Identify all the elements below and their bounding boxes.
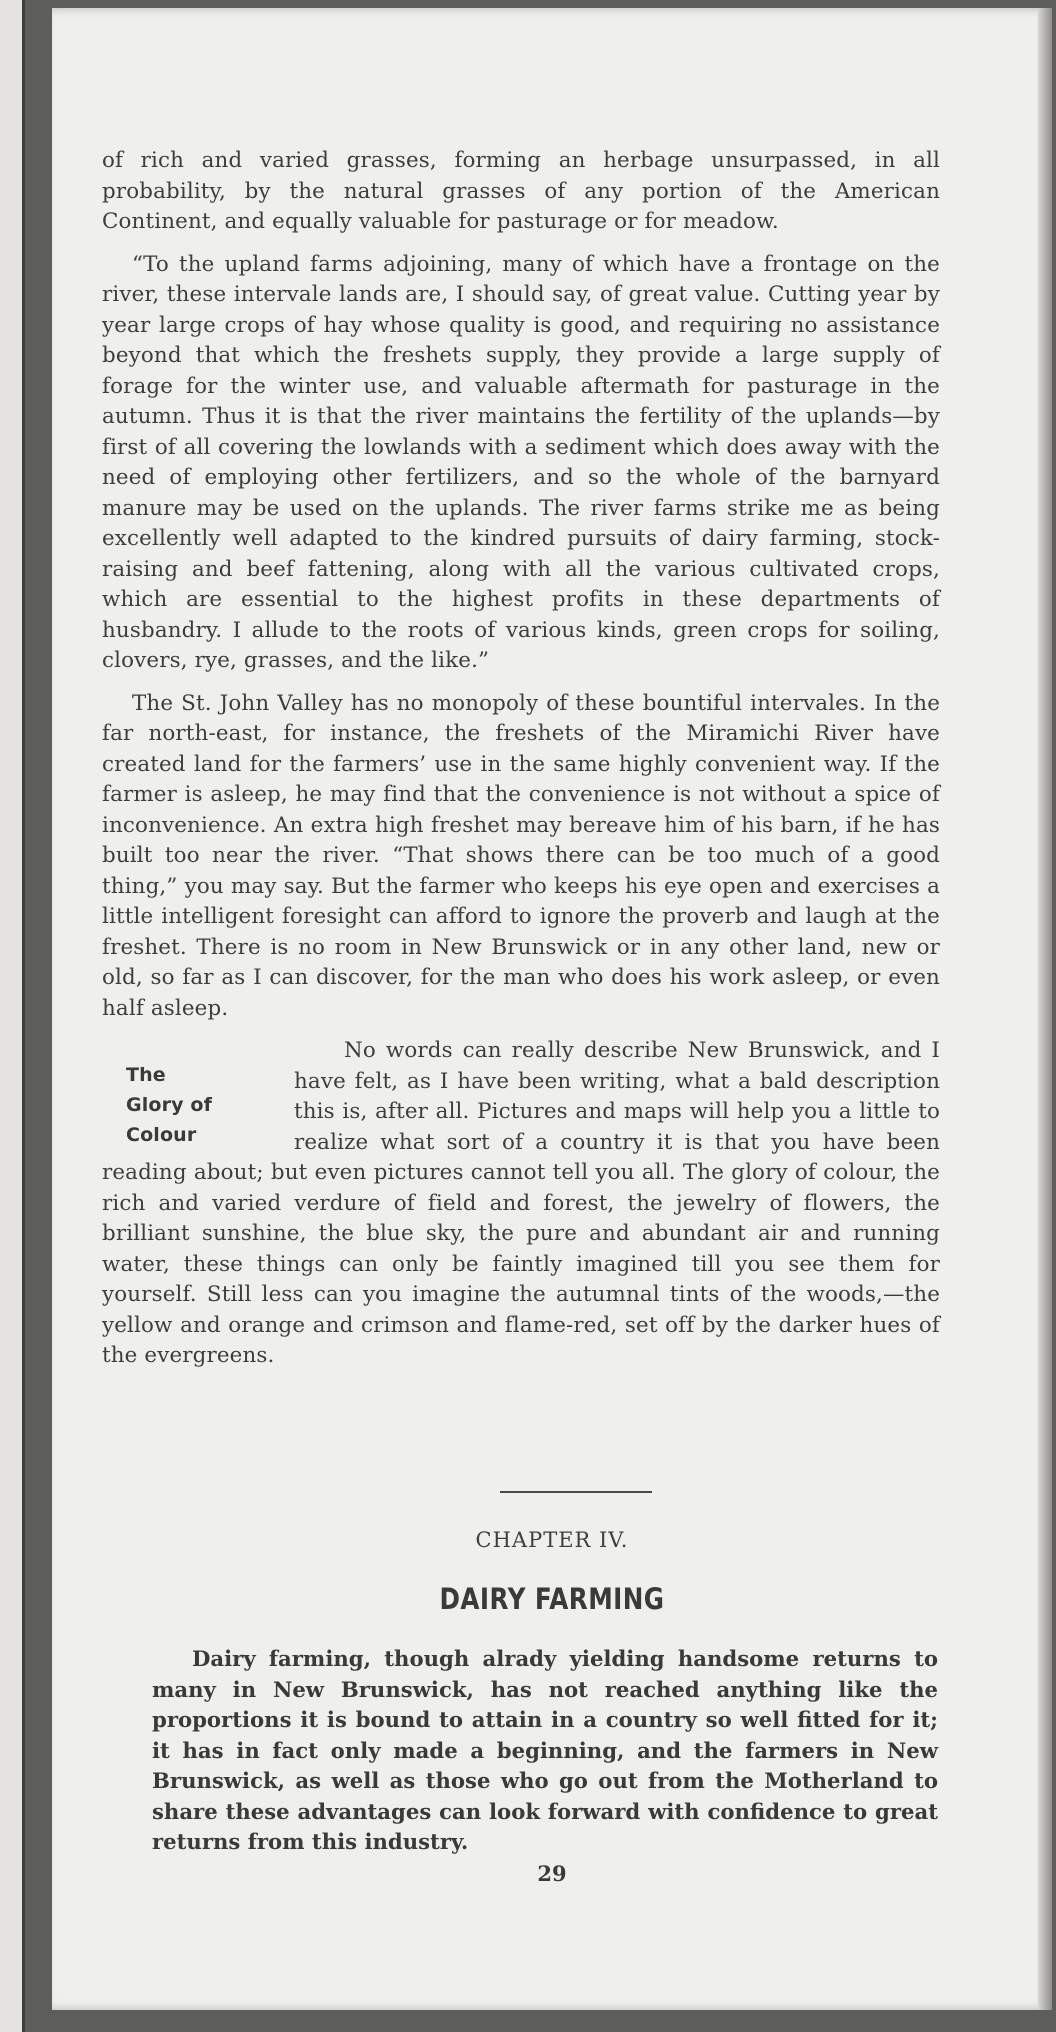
paragraph-continued: of rich and varied grasses, forming an herbage unsurpassed, in all probability, by the natural grasses of any portion of the American Continent, and equally valuable for pasturage or for meadow. (102, 148, 940, 234)
body-text (102, 146, 940, 1384)
chapter-title: DAIRY FARMING (439, 1582, 665, 1616)
page-number: 29 (537, 1861, 567, 1886)
paragraph-glory-text: No words can really describe New Brunswick, and I have felt, as I have been writing, what a bald description this is, after all. Pictures and maps will help you a little to realize what sort of a country it is that you have been reading about; but even pictures cannot tell you all. The glory of colour, the rich and varied verdure of field and forest, the jewelry of flowers, the brilliant sunshine, the blue sky, the pure and abundant air and running water, these things can only be faintly imagined till you see them for yourself. Still less can you imagine the autumnal tints of the woods,—the yellow and orange and crimson and flame-red, set off by the darker hues of the evergreens. (102, 1038, 940, 1368)
paragraph-st-john-valley: The St. John Valley has no monopoly of these bountiful intervales. In the far north-east, for instance, the freshets of the Miramichi River have created land for the farmers’ use in the same highly convenient way. If the farmer is asleep, he may find that the convenience is not without a spice of inconvenience. An extra high freshet may bereave him of his barn, if he has built too near the river. “That shows there can be too much of a good thing,” you may say. But the farmer who keeps his eye open and exercises a little intelligent foresight can afford to ignore the proverb and laugh at the freshet. There is no room in New Brunswick or in any other land, new or old, so far as I can discover, for the man who does his work asleep, or even half asleep. (102, 690, 940, 1021)
paragraph-quote: “To the upland farms adjoining, many of which have a frontage on the river, these intervale lands are, I should say, of great value. Cutting year by year large crops of hay whose quality is good, and requiring no assistance beyond that which the freshets supply, they provide a large supply of forage for the winter use, and valuable aftermath for pasturage in the autumn. Thus it is that the river maintains the fertility of the uplands—by first of all covering the lowlands with a sediment which does away with the need of employing other fertilizers, and so the whole of the barnyard manure may be used on the uplands. The river farms strike me as being excellently well adapted to the kindred pursuits of dairy farming, stock-raising and beef fattening, along with all the various cultivated crops, which are essential to the highest profits in these departments of husbandry. I allude to the roots of various kinds, green crops for soiling, clovers, rye, grasses, and the like.” (102, 251, 940, 673)
chapter-paragraph: Dairy farming, though alrady yielding handsome returns to many in New Brunswick, has not reached anything like the proportions it is bound to attain in a country so well fitted for it; it has in fact only made a beginning, and the farmers in New Brunswick, as well as those who go out from the Motherland to share these advantages can look forward with confidence to great returns from this industry. (152, 1646, 938, 1854)
page-edge-shadow (1038, 8, 1052, 2010)
previous-page-edge (0, 0, 25, 2032)
document-page (52, 8, 1052, 2010)
margin-heading-glory-of-colour: The Glory of Colour (126, 1064, 213, 1146)
glory-section (102, 1036, 940, 1372)
section-divider-rule (500, 1491, 652, 1493)
chapter-number: CHAPTER IV. (475, 1528, 629, 1552)
